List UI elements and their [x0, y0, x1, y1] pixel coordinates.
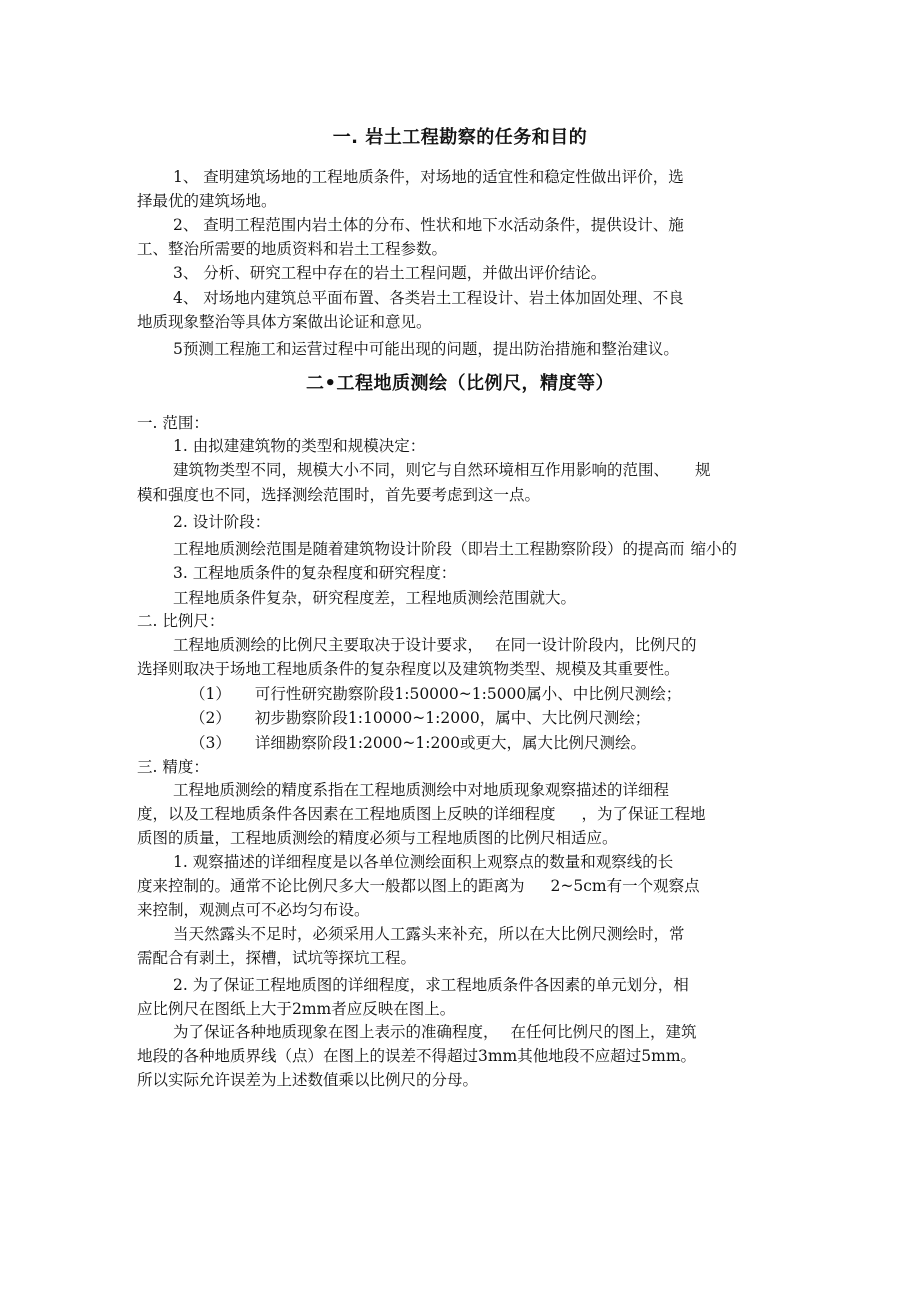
- bilichi-line2: 选择则取决于场地工程地质条件的复杂程度以及建筑物类型、规模及其重要性。: [137, 660, 680, 678]
- jingdu-p5-line2: 地段的各种地质界线（点）在图上的误差不得超过3mm其他地段不应超过5mm。: [137, 1047, 697, 1065]
- fanwei-p3-line1: 工程地质条件复杂，研究程度差，工程地质测绘范围就大。: [173, 589, 577, 607]
- fanwei-p3-title: 3. 工程地质条件的复杂程度和研究程度：: [173, 564, 457, 582]
- jingdu-p5-line3: 所以实际允许误差为上述数值乘以比例尺的分母。: [137, 1071, 479, 1089]
- fanwei-p1-line2: 模和强度也不同，选择测绘范围时，首先要考虑到这一点。: [137, 486, 541, 504]
- jingdu-p1-line2: 度，以及工程地质条件各因素在工程地质图上反映的详细程度 ，为了保证工程地: [137, 805, 706, 823]
- fanwei-p1-title: 1. 由拟建建筑物的类型和规模决定：: [173, 437, 426, 455]
- section1-title: 一. 岩土工程勘察的任务和目的: [332, 127, 588, 148]
- s1-item4-line2: 地质现象整治等具体方案做出论证和意见。: [137, 313, 432, 331]
- jingdu-p5-line1: 为了保证各种地质现象在图上表示的准确程度， 在任何比例尺的图上，建筑: [173, 1023, 697, 1041]
- s1-item1-line1: 1、 查明建筑场地的工程地质条件，对场地的适宜性和稳定性做出评价，选: [173, 168, 684, 186]
- jingdu-p4-line2: 应比例尺在图纸上大于2mm者应反映在图上。: [137, 1000, 456, 1018]
- jingdu-heading: 三. 精度：: [137, 758, 209, 776]
- bilichi-list-item-3: （3） 详细勘察阶段1:2000~1:200或更大，属大比例尺测绘。: [190, 734, 647, 752]
- jingdu-p1-line1: 工程地质测绘的精度系指在工程地质测绘中对地质现象观察描述的详细程: [173, 781, 670, 799]
- s1-item5: 5预测工程施工和运营过程中可能出现的问题，提出防治措施和整治建议。: [173, 340, 679, 358]
- s1-item1-line2: 择最优的建筑场地。: [137, 192, 277, 210]
- jingdu-p2-line1: 1. 观察描述的详细程度是以各单位测绘面积上观察点的数量和观察线的长: [173, 853, 674, 871]
- bilichi-line1: 工程地质测绘的比例尺主要取决于设计要求， 在同一设计阶段内，比例尺的: [173, 636, 697, 654]
- fanwei-heading: 一. 范围：: [137, 414, 209, 432]
- section2-title: 二•工程地质测绘（比例尺，精度等）: [305, 373, 614, 394]
- s1-item2-line2: 工、整治所需要的地质资料和岩土工程参数。: [137, 240, 448, 258]
- bilichi-list-item-1: （1） 可行性研究勘察阶段1:50000~1:5000属小、中比例尺测绘；: [190, 685, 682, 703]
- jingdu-p2-line2: 度来控制的。通常不论比例尺多大一般都以图上的距离为 2~5cm有一个观察点: [137, 877, 700, 895]
- jingdu-p1-line3: 质图的质量，工程地质测绘的精度必须与工程地质图的比例尺相适应。: [137, 829, 618, 847]
- bilichi-heading: 二. 比例尺：: [137, 612, 225, 630]
- jingdu-p2-line3: 来控制，观测点可不必均匀布设。: [137, 901, 370, 919]
- fanwei-p2-line1: 工程地质测绘范围是随着建筑物设计阶段（即岩土工程勘察阶段）的提高而 缩小的: [173, 540, 738, 558]
- s1-item4-line1: 4、 对场地内建筑总平面布置、各类岩土工程设计、岩土体加固处理、不良: [173, 289, 684, 307]
- fanwei-p2-title: 2. 设计阶段：: [173, 513, 271, 531]
- s1-item3: 3、 分析、研究工程中存在的岩土工程问题，并做出评价结论。: [173, 264, 607, 282]
- jingdu-p3-line2: 需配合有剥土，探槽，试坑等探坑工程。: [137, 949, 417, 967]
- jingdu-p4-line1: 2. 为了保证工程地质图的详细程度，求工程地质条件各因素的单元划分，相: [173, 976, 689, 994]
- jingdu-p3-line1: 当天然露头不足时，必须采用人工露头来补充，所以在大比例尺测绘时，常: [173, 925, 685, 943]
- s1-item2-line1: 2、 查明工程范围内岩土体的分布、性状和地下水活动条件，提供设计、施: [173, 216, 684, 234]
- bilichi-list-item-2: （2） 初步勘察阶段1:10000~1:2000，属中、大比例尺测绘；: [190, 709, 651, 727]
- fanwei-p1-line1: 建筑物类型不同，规模大小不同，则它与自然环境相互作用影响的范围、 规: [173, 461, 711, 479]
